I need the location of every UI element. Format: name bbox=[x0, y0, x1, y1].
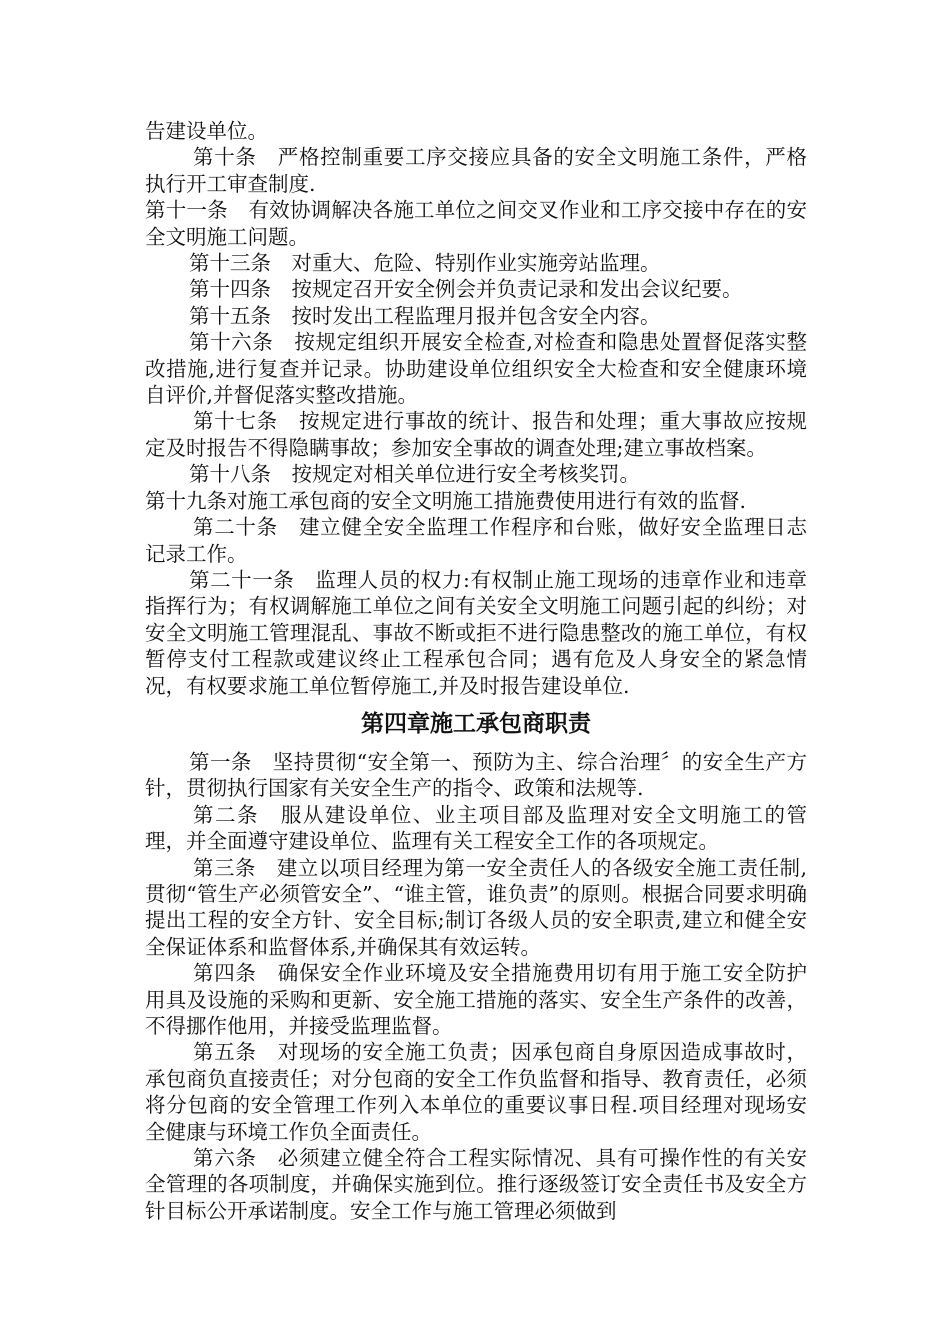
article-18: 第十八条 按规定对相关单位进行安全考核奖罚。 bbox=[189, 462, 640, 487]
article-5: 第五条 对现场的安全施工负责；因承包商自身原因造成事故时，承包商负直接责任；对分包商的安全工作负监督和指导、教育责任，必须将分包商的安全管理工作列入本单位的重要议事日程.项目经理对现场安全健康与环境工作负全面责任。 bbox=[145, 1040, 807, 1144]
article-6: 第六条 必须建立健全符合工程实际情况、具有可操作性的有关安全管理的各项制度，并确保实施到位。推行逐级签订安全责任书及安全方针目标公开承诺制度。安全工作与施工管理必须做到 bbox=[145, 1146, 807, 1223]
article-10: 第十条 严格控制重要工序交接应具备的安全文明施工条件，严格执行开工审查制度. bbox=[145, 145, 807, 196]
chapter-title: 第四章施工承包商职责 bbox=[361, 710, 591, 737]
article-20: 第二十条 建立健全安全监理工作程序和台账，做好安全监理日志记录工作。 bbox=[145, 515, 807, 566]
article-3: 第三条 建立以项目经理为第一安全责任人的各级安全施工责任制,贯彻“管生产必须管安全”、“谁主管，谁负责”的原则。根据合同要求明确提出工程的安全方针、安全目标;制订各级人员的安全职责,建立和健全安全保证体系和监督体系,并确保其有效运转。 bbox=[145, 855, 807, 959]
article-15: 第十五条 按时发出工程监理月报并包含安全内容。 bbox=[189, 303, 661, 328]
section-body-bottom bbox=[145, 749, 807, 1224]
article-14: 第十四条 按规定召开安全例会并负责记录和发出会议纪要。 bbox=[189, 277, 743, 302]
section-body-top bbox=[145, 118, 807, 699]
paragraph: 告建设单位。 bbox=[145, 119, 268, 143]
article-16: 第十六条 按规定组织开展安全检查,对检查和隐患处置督促落实整改措施,进行复查并记录。协助建设单位组织安全大检查和安全健康环境自评价,并督促落实整改措施。 bbox=[145, 330, 807, 408]
article-2: 第二条 服从建设单位、业主项目部及监理对安全文明施工的管理，并全面遵守建设单位、监理有关工程安全工作的各项规定。 bbox=[145, 802, 807, 854]
article-11: 第十一条 有效协调解决各施工单位之间交叉作业和工序交接中存在的安全文明施工问题。 bbox=[145, 198, 807, 249]
article-19: 第十九条对施工承包商的安全文明施工措施费使用进行有效的监督. bbox=[145, 488, 747, 513]
article-17: 第十七条 按规定进行事故的统计、报告和处理；重大事故应按规定及时报告不得隐瞒事故；参加安全事故的调查处理;建立事故档案。 bbox=[145, 409, 807, 460]
article-4: 第四条 确保安全作业环境及安全措施费用切有用于施工安全防护用具及设施的采购和更新、安全施工措施的落实、安全生产条件的改善，不得挪作他用，并接受监理监督。 bbox=[145, 961, 807, 1038]
article-21: 第二十一条 监理人员的权力:有权制止施工现场的违章作业和违章指挥行为；有权调解施工单位之间有关安全文明施工问题引起的纠纷；对安全文明施工管理混乱、事故不断或拒不进行隐患整改的施工单位，有权暂停支付工程款或建议终止工程承包合同；遇有危及人身安全的紧急情况，有权要求施工单位暂停施工,并及时报告建设单位. bbox=[145, 567, 807, 698]
article-13: 第十三条 对重大、危险、特别作业实施旁站监理。 bbox=[189, 251, 661, 276]
article-1: 第一条 坚持贯彻“安全第一、预防为主、综合治理〞的安全生产方针，贯彻执行国家有关安全生产的指令、政策和法规等. bbox=[145, 749, 807, 801]
document-page bbox=[145, 118, 807, 1224]
